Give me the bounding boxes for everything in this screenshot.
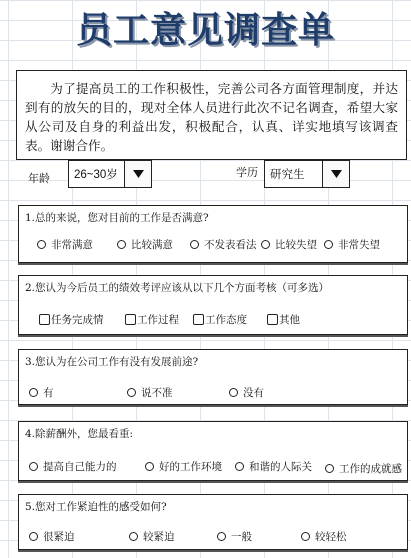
page-title: 员工意见调查单 [75,9,335,51]
radio-button[interactable] [217,532,226,541]
education-label: 学历 [236,166,258,179]
radio-button[interactable] [261,240,270,249]
q5-option-1[interactable] [29,529,75,544]
dropdown-arrow-icon [133,170,144,178]
q5-option-1-label: 很紧迫 [43,531,75,543]
q2-option-4-label: 其他 [279,314,300,326]
age-select-value: 26~30岁 [74,169,118,181]
q4-option-3-label: 和谐的人际关 [249,461,312,473]
q4-option-2-label: 好的工作环境 [159,461,222,473]
radio-button[interactable] [324,240,333,249]
q5-option-4[interactable] [301,529,347,544]
radio-button[interactable] [29,462,38,471]
age-select[interactable] [68,160,152,188]
q4-option-1-label: 提高自己能力的 [43,461,117,473]
question-1-box [18,205,408,263]
age-select-dropdown-button[interactable] [124,161,151,187]
q1-option-3-label: 不发表看法 [204,239,257,251]
education-select[interactable] [264,160,350,188]
checkbox[interactable] [193,314,204,325]
radio-button[interactable] [129,532,138,541]
q1-option-2-label: 比较满意 [131,239,173,251]
checkbox[interactable] [39,314,50,325]
q1-option-5-label: 非常失望 [338,239,380,251]
radio-button[interactable] [229,388,238,397]
q5-option-4-label: 较轻松 [315,531,347,543]
dropdown-arrow-icon [331,170,342,178]
q5-option-2[interactable] [129,529,175,544]
question-2-box [18,275,408,335]
question-5-title: 5.您对工作紧迫性的感受如何? [25,501,167,513]
q2-option-1-label: 任务完成情 [51,314,104,326]
q3-option-3-label: 没有 [243,387,264,399]
radio-button[interactable] [117,240,126,249]
question-5-box [18,494,408,550]
question-1-title: 1.总的来说，您对目前的工作是否满意? [25,212,209,224]
age-label: 年龄 [28,172,50,185]
question-2-title: 2.您认为今后员工的绩效考评应该从以下几个方面考核（可多选） [25,282,330,294]
q1-option-1-label: 非常满意 [51,239,93,251]
q1-option-4[interactable] [261,237,317,252]
q1-option-4-label: 比较失望 [275,239,317,251]
q5-option-2-label: 较紧迫 [143,531,175,543]
radio-button[interactable] [325,464,334,473]
q2-option-3[interactable] [193,312,247,327]
q5-option-3[interactable] [217,529,252,544]
q3-option-2[interactable] [127,385,173,400]
q2-option-1[interactable] [39,312,104,327]
q3-option-1[interactable] [29,385,54,400]
q4-option-4-label: 工作的成就感 [339,463,402,475]
question-4-title: 4.除薪酬外，您最看重: [25,428,134,440]
radio-button[interactable] [29,388,38,397]
radio-button[interactable] [190,240,199,249]
q3-option-3[interactable] [229,385,264,400]
education-select-dropdown-button[interactable] [322,161,349,187]
q4-option-2[interactable] [145,459,222,474]
q2-option-2-label: 工作过程 [137,314,179,326]
radio-button[interactable] [37,240,46,249]
radio-button[interactable] [127,388,136,397]
q1-option-3[interactable] [190,237,257,252]
q1-option-5[interactable] [324,237,380,252]
q2-option-3-label: 工作态度 [205,314,247,326]
intro-text: 为了提高员工的工作积极性，完善公司各方面管理制度，并达到有的放矢的目的，现对全体人员进行此次不记名调查，希望大家从公司及自身的利益出发，积极配合，认真、详实地填写该调查表。谢谢合作。 [25,81,398,153]
q4-option-1[interactable] [29,459,117,474]
q1-option-2[interactable] [117,237,173,252]
question-4-box [18,421,408,481]
q2-option-4[interactable] [267,312,300,327]
question-3-box [18,349,408,405]
intro-box [16,70,407,160]
radio-button[interactable] [29,532,38,541]
radio-button[interactable] [301,532,310,541]
question-3-title: 3.您认为在公司工作有没有发展前途? [25,356,199,368]
q3-option-1-label: 有 [43,387,54,399]
education-select-value: 研究生 [270,169,305,181]
radio-button[interactable] [145,462,154,471]
radio-button[interactable] [235,462,244,471]
q3-option-2-label: 说不准 [141,387,173,399]
q5-option-3-label: 一般 [231,531,252,543]
q4-option-4[interactable] [325,461,402,476]
checkbox[interactable] [267,314,278,325]
q2-option-2[interactable] [125,312,179,327]
checkbox[interactable] [125,314,136,325]
q1-option-1[interactable] [37,237,93,252]
q4-option-3[interactable] [235,459,312,474]
